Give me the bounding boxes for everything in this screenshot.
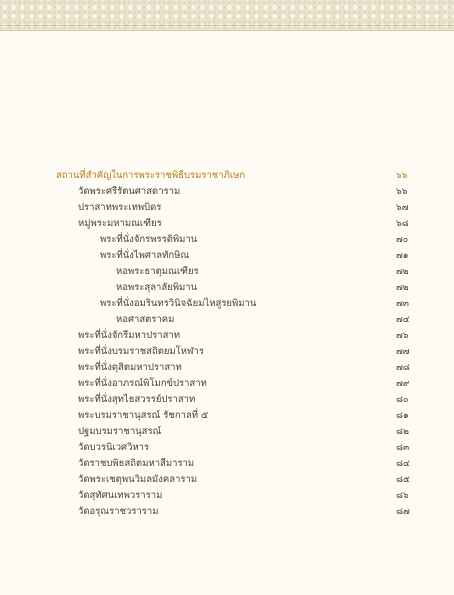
toc-section-heading[interactable] (0, 168, 454, 184)
toc-entry[interactable] (0, 184, 454, 200)
toc-entry-title: พระที่นั่งบรมราชสถิตยมโหฬาร (78, 346, 204, 357)
toc-entry[interactable] (0, 344, 454, 360)
toc-entry-page: ๘๖ (396, 491, 409, 501)
decorative-top-border (0, 0, 454, 31)
toc-entry[interactable] (0, 376, 454, 392)
toc-entry-title: พระที่นั่งไพศาลทักษิณ (100, 250, 190, 261)
toc-entry[interactable] (0, 424, 454, 440)
toc-entry-page: ๖๖ (396, 171, 408, 181)
toc-entry[interactable] (0, 440, 454, 456)
toc-entry[interactable] (0, 408, 454, 424)
toc-entry-title: หมู่พระมหามณเฑียร (78, 218, 162, 229)
toc-entry-page: ๘๔ (396, 459, 410, 469)
toc-entry-page: ๗๒ (396, 267, 409, 277)
toc-entry-title: หอพระสุลาลัยพิมาน (116, 282, 198, 293)
toc-entry[interactable] (0, 472, 454, 488)
toc-entry[interactable] (0, 392, 454, 408)
toc-entry-page: ๗๐ (396, 235, 409, 245)
toc-entry-page: ๖๘ (396, 219, 409, 229)
toc-entry-title: พระที่นั่งอาภรณ์พิโมกข์ปราสาท (78, 378, 207, 389)
toc-entry-page: ๗๖ (396, 331, 409, 341)
toc-entry[interactable] (0, 280, 454, 296)
toc-entry-page: ๗๙ (396, 379, 410, 389)
toc-entry[interactable] (0, 328, 454, 344)
toc-entry-title: วัดพระศรีรัตนศาสดาราม (78, 186, 181, 197)
toc-entry[interactable] (0, 216, 454, 232)
toc-entry[interactable] (0, 504, 454, 520)
toc-entry-title: สถานที่สำคัญในการพระราชพิธีบรมราชาภิเษก (56, 170, 246, 181)
toc-entry-page: ๗๘ (396, 363, 410, 373)
toc-entry-title: วัดพระเชตุพนวิมลมังคลาราม (78, 474, 198, 485)
toc-entry-page: ๗๗ (396, 347, 410, 357)
toc-entry[interactable] (0, 248, 454, 264)
toc-entry[interactable] (0, 312, 454, 328)
toc-entry[interactable] (0, 296, 454, 312)
toc-entry-title: พระที่นั่งจักรพรรดิพิมาน (100, 234, 198, 245)
toc-entry-title: พระที่นั่งดุสิตมหาปราสาท (78, 362, 182, 373)
toc-entry-title: พระบรมราชานุสรณ์ รัชกาลที่ ๕ (78, 410, 209, 421)
toc-entry[interactable] (0, 456, 454, 472)
toc-entry[interactable] (0, 488, 454, 504)
toc-entry-title: หอพระธาตุมณเฑียร (116, 266, 199, 277)
toc-entry-page: ๗๒ (396, 283, 409, 293)
toc-entry-title: พระที่นั่งอมรินทรวินิจฉัยมไหสูรยพิมาน (100, 298, 257, 309)
toc-entry[interactable] (0, 264, 454, 280)
toc-entry-page: ๘๕ (396, 475, 410, 485)
toc-entry-title: วัดสุทัศนเทพวราราม (78, 490, 163, 501)
toc-entry-page: ๗๓ (396, 299, 409, 309)
toc-entry-title: พระที่นั่งสุทไธสวรรย์ปราสาท (78, 394, 196, 405)
toc-entry-page: ๘๗ (396, 507, 410, 517)
toc-entry-page: ๗๑ (396, 251, 409, 261)
toc-entry-title: หอศาสตราคม (116, 314, 175, 325)
toc-entry-page: ๘๑ (396, 411, 409, 421)
toc-entry-page: ๘๒ (396, 427, 409, 437)
toc-entry[interactable] (0, 232, 454, 248)
toc-entry-page: ๘๐ (396, 395, 409, 405)
toc-entry-title: ปฐมบรมราชานุสรณ์ (78, 426, 162, 437)
toc-entry[interactable] (0, 360, 454, 376)
toc-entry-title: วัดบวรนิเวศวิหาร (78, 442, 150, 453)
toc-entry-page: ๖๗ (396, 203, 409, 213)
toc-entry-title: ปราสาทพระเทพบิดร (78, 202, 162, 213)
toc-entry-title: วัดราชบพิธสถิตมหาสีมาราม (78, 458, 195, 469)
toc-entry[interactable] (0, 200, 454, 216)
table-of-contents (0, 168, 454, 520)
toc-entry-page: ๗๔ (396, 315, 410, 325)
toc-entry-page: ๖๖ (396, 187, 408, 197)
toc-entry-title: พระที่นั่งจักรีมหาปราสาท (78, 330, 181, 341)
toc-entry-page: ๘๓ (396, 443, 410, 453)
toc-entry-title: วัดอรุณราชวราราม (78, 506, 159, 517)
